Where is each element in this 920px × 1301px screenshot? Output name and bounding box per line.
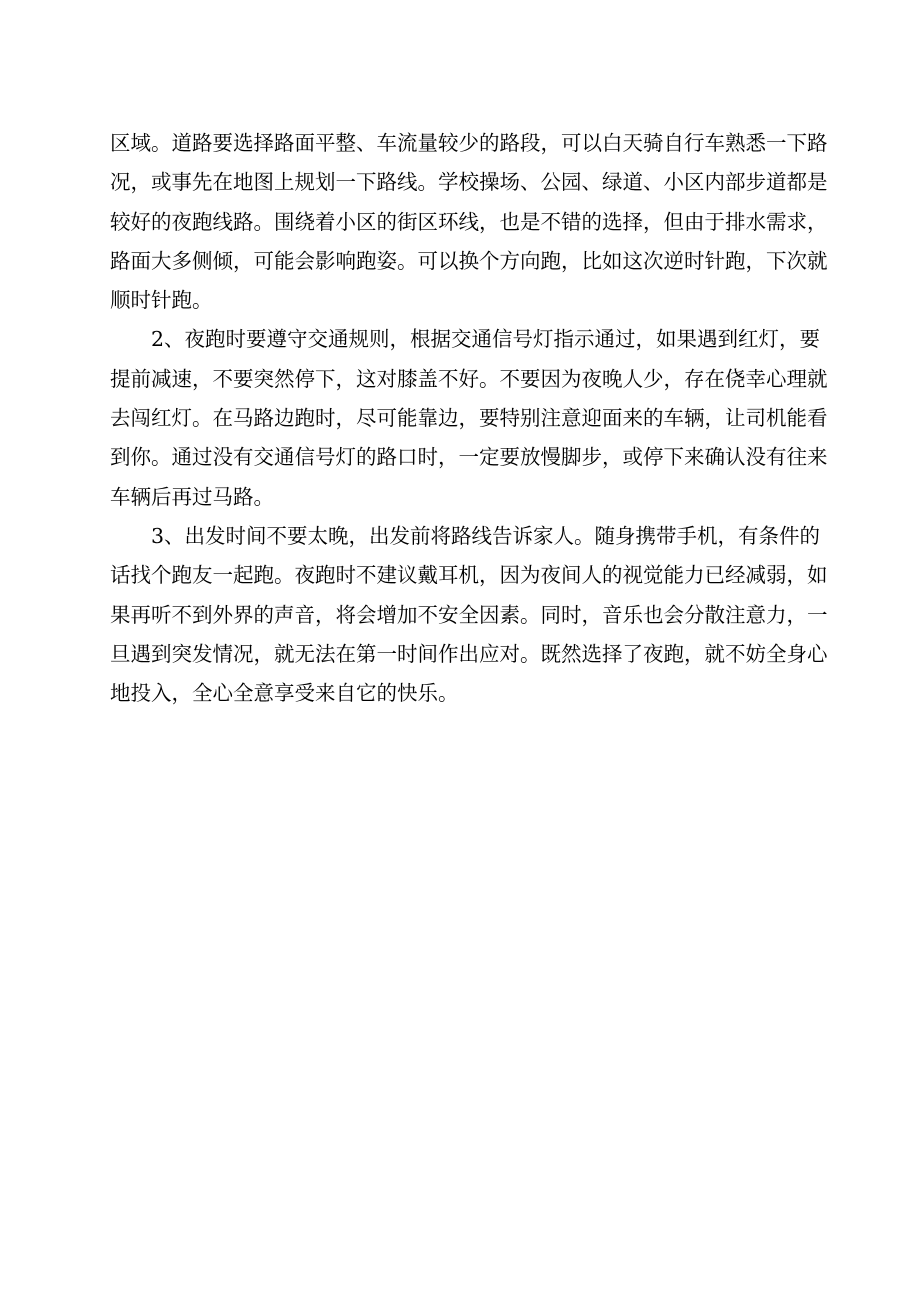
text-line: 路面大多侧倾，可能会影响跑姿。可以换个方向跑，比如这次逆时针跑，下次就 — [110, 248, 828, 273]
text-line: 去闯红灯。在马路边跑时，尽可能靠边，要特别注意迎面来的车辆，让司机能看 — [110, 406, 828, 431]
document-body — [110, 124, 828, 713]
text-line: 果再听不到外界的声音，将会增加不安全因素。同时，音乐也会分散注意力，一 — [110, 602, 828, 627]
text-line: 较好的夜跑线路。围绕着小区的街区环线，也是不错的选择，但由于排水需求， — [110, 209, 828, 234]
text-line: 区域。道路要选择路面平整、车流量较少的路段，可以白天骑自行车熟悉一下路 — [110, 131, 828, 155]
text-line: 车辆后再过马路。 — [110, 484, 274, 509]
text-line: 到你。通过没有交通信号灯的路口时，一定要放慢脚步，或停下来确认没有往来 — [110, 445, 828, 470]
text-line: 地投入，全心全意享受来自它的快乐。 — [110, 681, 459, 706]
text-line: 3、出发时间不要太晚，出发前将路线告诉家人。随身携带手机，有条件的 — [151, 523, 821, 548]
text-line: 旦遇到突发情况，就无法在第一时间作出应对。既然选择了夜跑，就不妨全身心 — [110, 641, 828, 666]
text-line: 话找个跑友一起跑。夜跑时不建议戴耳机，因为夜间人的视觉能力已经减弱，如 — [110, 563, 828, 588]
paragraph-traffic-rules — [110, 320, 828, 516]
text-line: 2、夜跑时要遵守交通规则，根据交通信号灯指示通过，如果遇到红灯，要 — [151, 327, 821, 352]
paragraph-departure-safety — [110, 517, 828, 713]
text-line: 况，或事先在地图上规划一下路线。学校操场、公园、绿道、小区内部步道都是 — [110, 170, 828, 195]
text-line: 顺时针跑。 — [110, 288, 213, 313]
paragraph-continuation — [110, 124, 828, 320]
text-line: 提前减速，不要突然停下，这对膝盖不好。不要因为夜晚人少，存在侥幸心理就 — [110, 366, 828, 391]
